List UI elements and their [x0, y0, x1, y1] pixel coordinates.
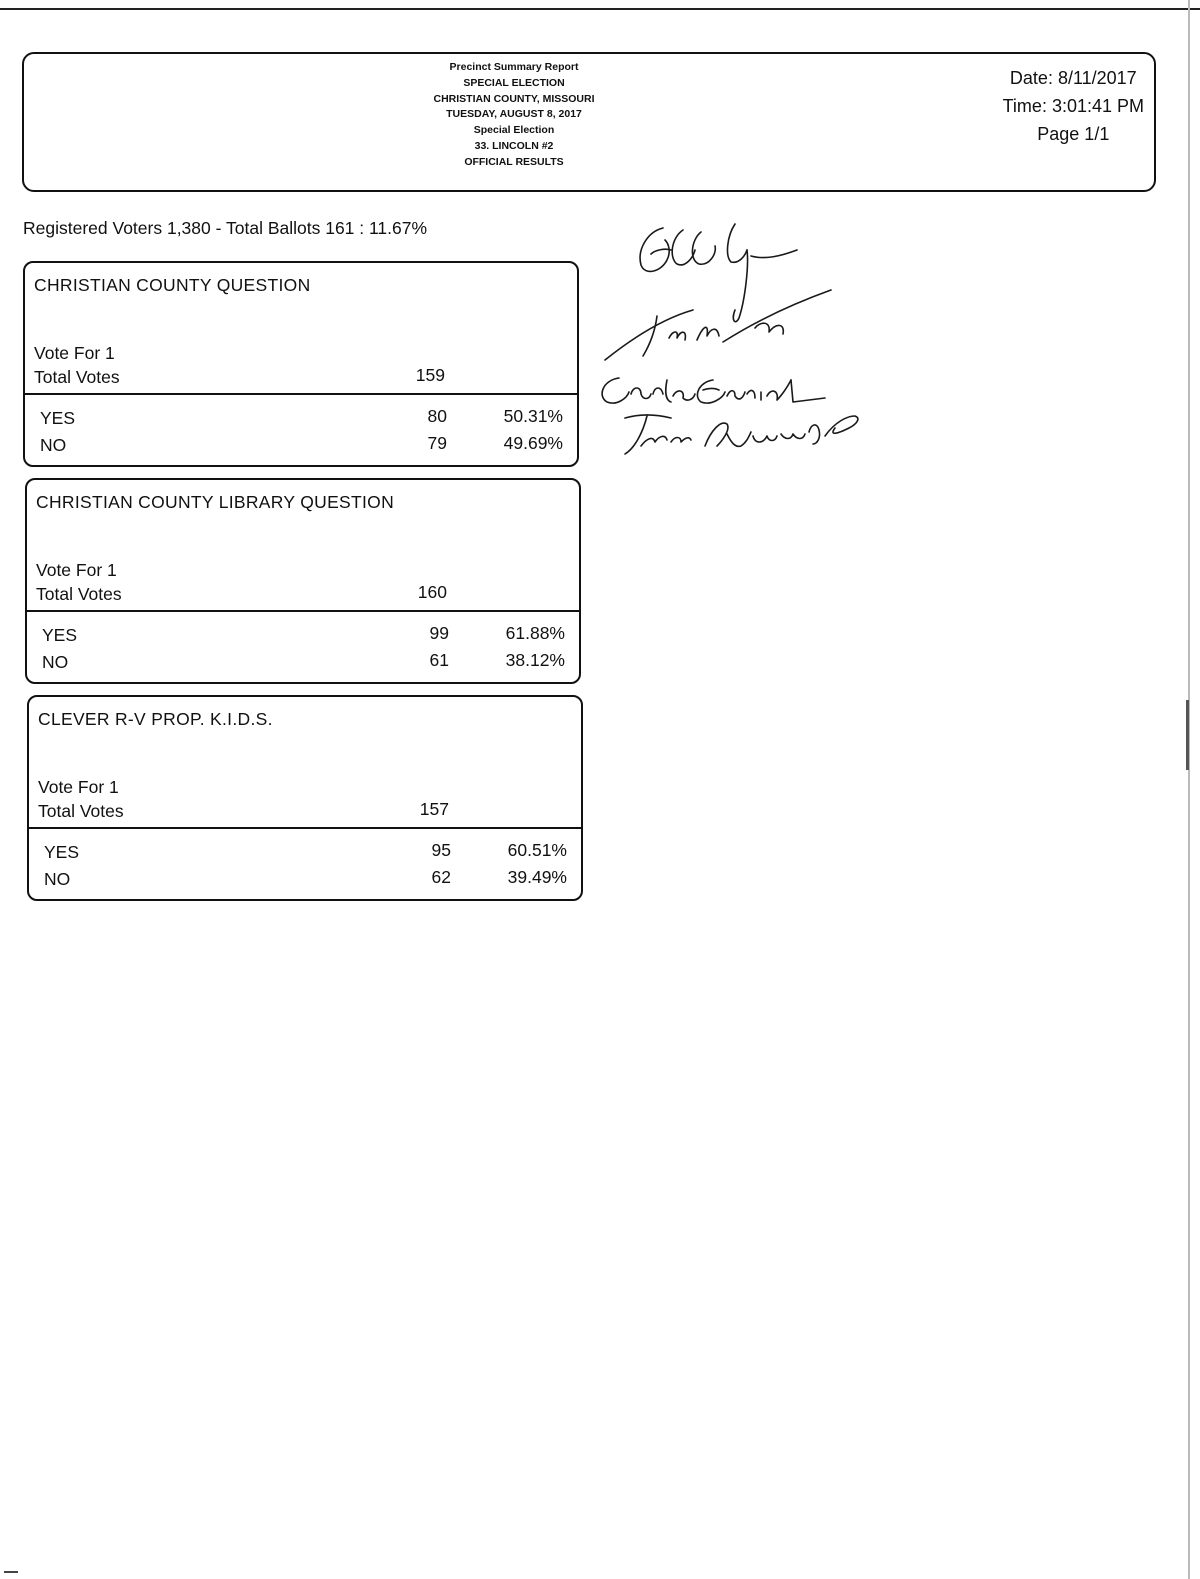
report-date: Date: 8/11/2017: [1009, 68, 1137, 88]
result-row-yes: [27, 623, 579, 649]
report-time: Time: 3:01:41 PM: [1002, 96, 1144, 116]
choice-votes: 79: [427, 433, 447, 453]
choice-votes: 62: [431, 867, 451, 887]
contest-title: CHRISTIAN COUNTY LIBRARY QUESTION: [36, 492, 395, 512]
choice-votes: 99: [429, 623, 449, 643]
contest-box: [25, 478, 581, 684]
signature-4: [625, 415, 858, 454]
choice-label: NO: [42, 652, 69, 672]
choice-label: YES: [40, 408, 76, 428]
choice-label: NO: [44, 869, 71, 889]
total-votes-value: 159: [415, 365, 445, 385]
contest-box: [27, 695, 583, 901]
choice-percent: 60.51%: [507, 840, 567, 860]
vote-for-label: Vote For 1: [34, 343, 115, 363]
choice-label: YES: [42, 625, 78, 645]
scan-corner-mark: [4, 1571, 18, 1573]
choice-label: YES: [44, 842, 80, 862]
contest-title: CHRISTIAN COUNTY QUESTION: [34, 275, 311, 295]
result-row-yes: [25, 406, 577, 432]
election-date: TUESDAY, AUGUST 8, 2017: [446, 108, 582, 121]
results-status: OFFICIAL RESULTS: [464, 155, 564, 168]
top-rule: [0, 8, 1200, 10]
contest-title: CLEVER R-V PROP. K.I.D.S.: [38, 709, 273, 729]
signature-1: [640, 224, 797, 322]
choice-votes: 80: [427, 406, 447, 426]
scan-mark: [1186, 700, 1189, 770]
report-header: [22, 52, 1156, 192]
signature-2: [605, 290, 831, 360]
contest-box: [23, 261, 579, 467]
choice-label: NO: [40, 435, 67, 455]
choice-percent: 50.31%: [503, 406, 563, 426]
total-votes-label: Total Votes: [38, 801, 124, 821]
scan-edge: [1188, 0, 1190, 1579]
total-votes-value: 160: [417, 582, 447, 602]
election-name: SPECIAL ELECTION: [463, 76, 565, 89]
result-row-no: [27, 650, 579, 676]
divider: [27, 610, 579, 612]
signatures: [585, 210, 905, 470]
total-votes-value: 157: [419, 799, 449, 819]
total-votes-label: Total Votes: [34, 367, 120, 387]
result-row-no: [25, 433, 577, 459]
result-row-yes: [29, 840, 581, 866]
signature-3: [602, 378, 825, 403]
turnout-summary: Registered Voters 1,380 - Total Ballots 161 : 11.67%: [23, 218, 428, 238]
result-row-no: [29, 867, 581, 893]
vote-for-label: Vote For 1: [38, 777, 119, 797]
divider: [25, 393, 577, 395]
report-type: Precinct Summary Report: [449, 61, 579, 73]
choice-percent: 39.49%: [507, 867, 567, 887]
election-type: Special Election: [473, 124, 555, 137]
vote-for-label: Vote For 1: [36, 560, 117, 580]
choice-percent: 61.88%: [505, 623, 565, 643]
report-meta: [1003, 64, 1144, 148]
precinct-name: 33. LINCOLN #2: [474, 139, 554, 152]
report-title-block: [354, 60, 674, 171]
page-number: Page 1/1: [1037, 124, 1110, 144]
jurisdiction: CHRISTIAN COUNTY, MISSOURI: [433, 92, 595, 105]
total-votes-label: Total Votes: [36, 584, 122, 604]
choice-votes: 95: [431, 840, 451, 860]
choice-percent: 49.69%: [503, 433, 563, 453]
choice-percent: 38.12%: [505, 650, 565, 670]
divider: [29, 827, 581, 829]
choice-votes: 61: [429, 650, 449, 670]
